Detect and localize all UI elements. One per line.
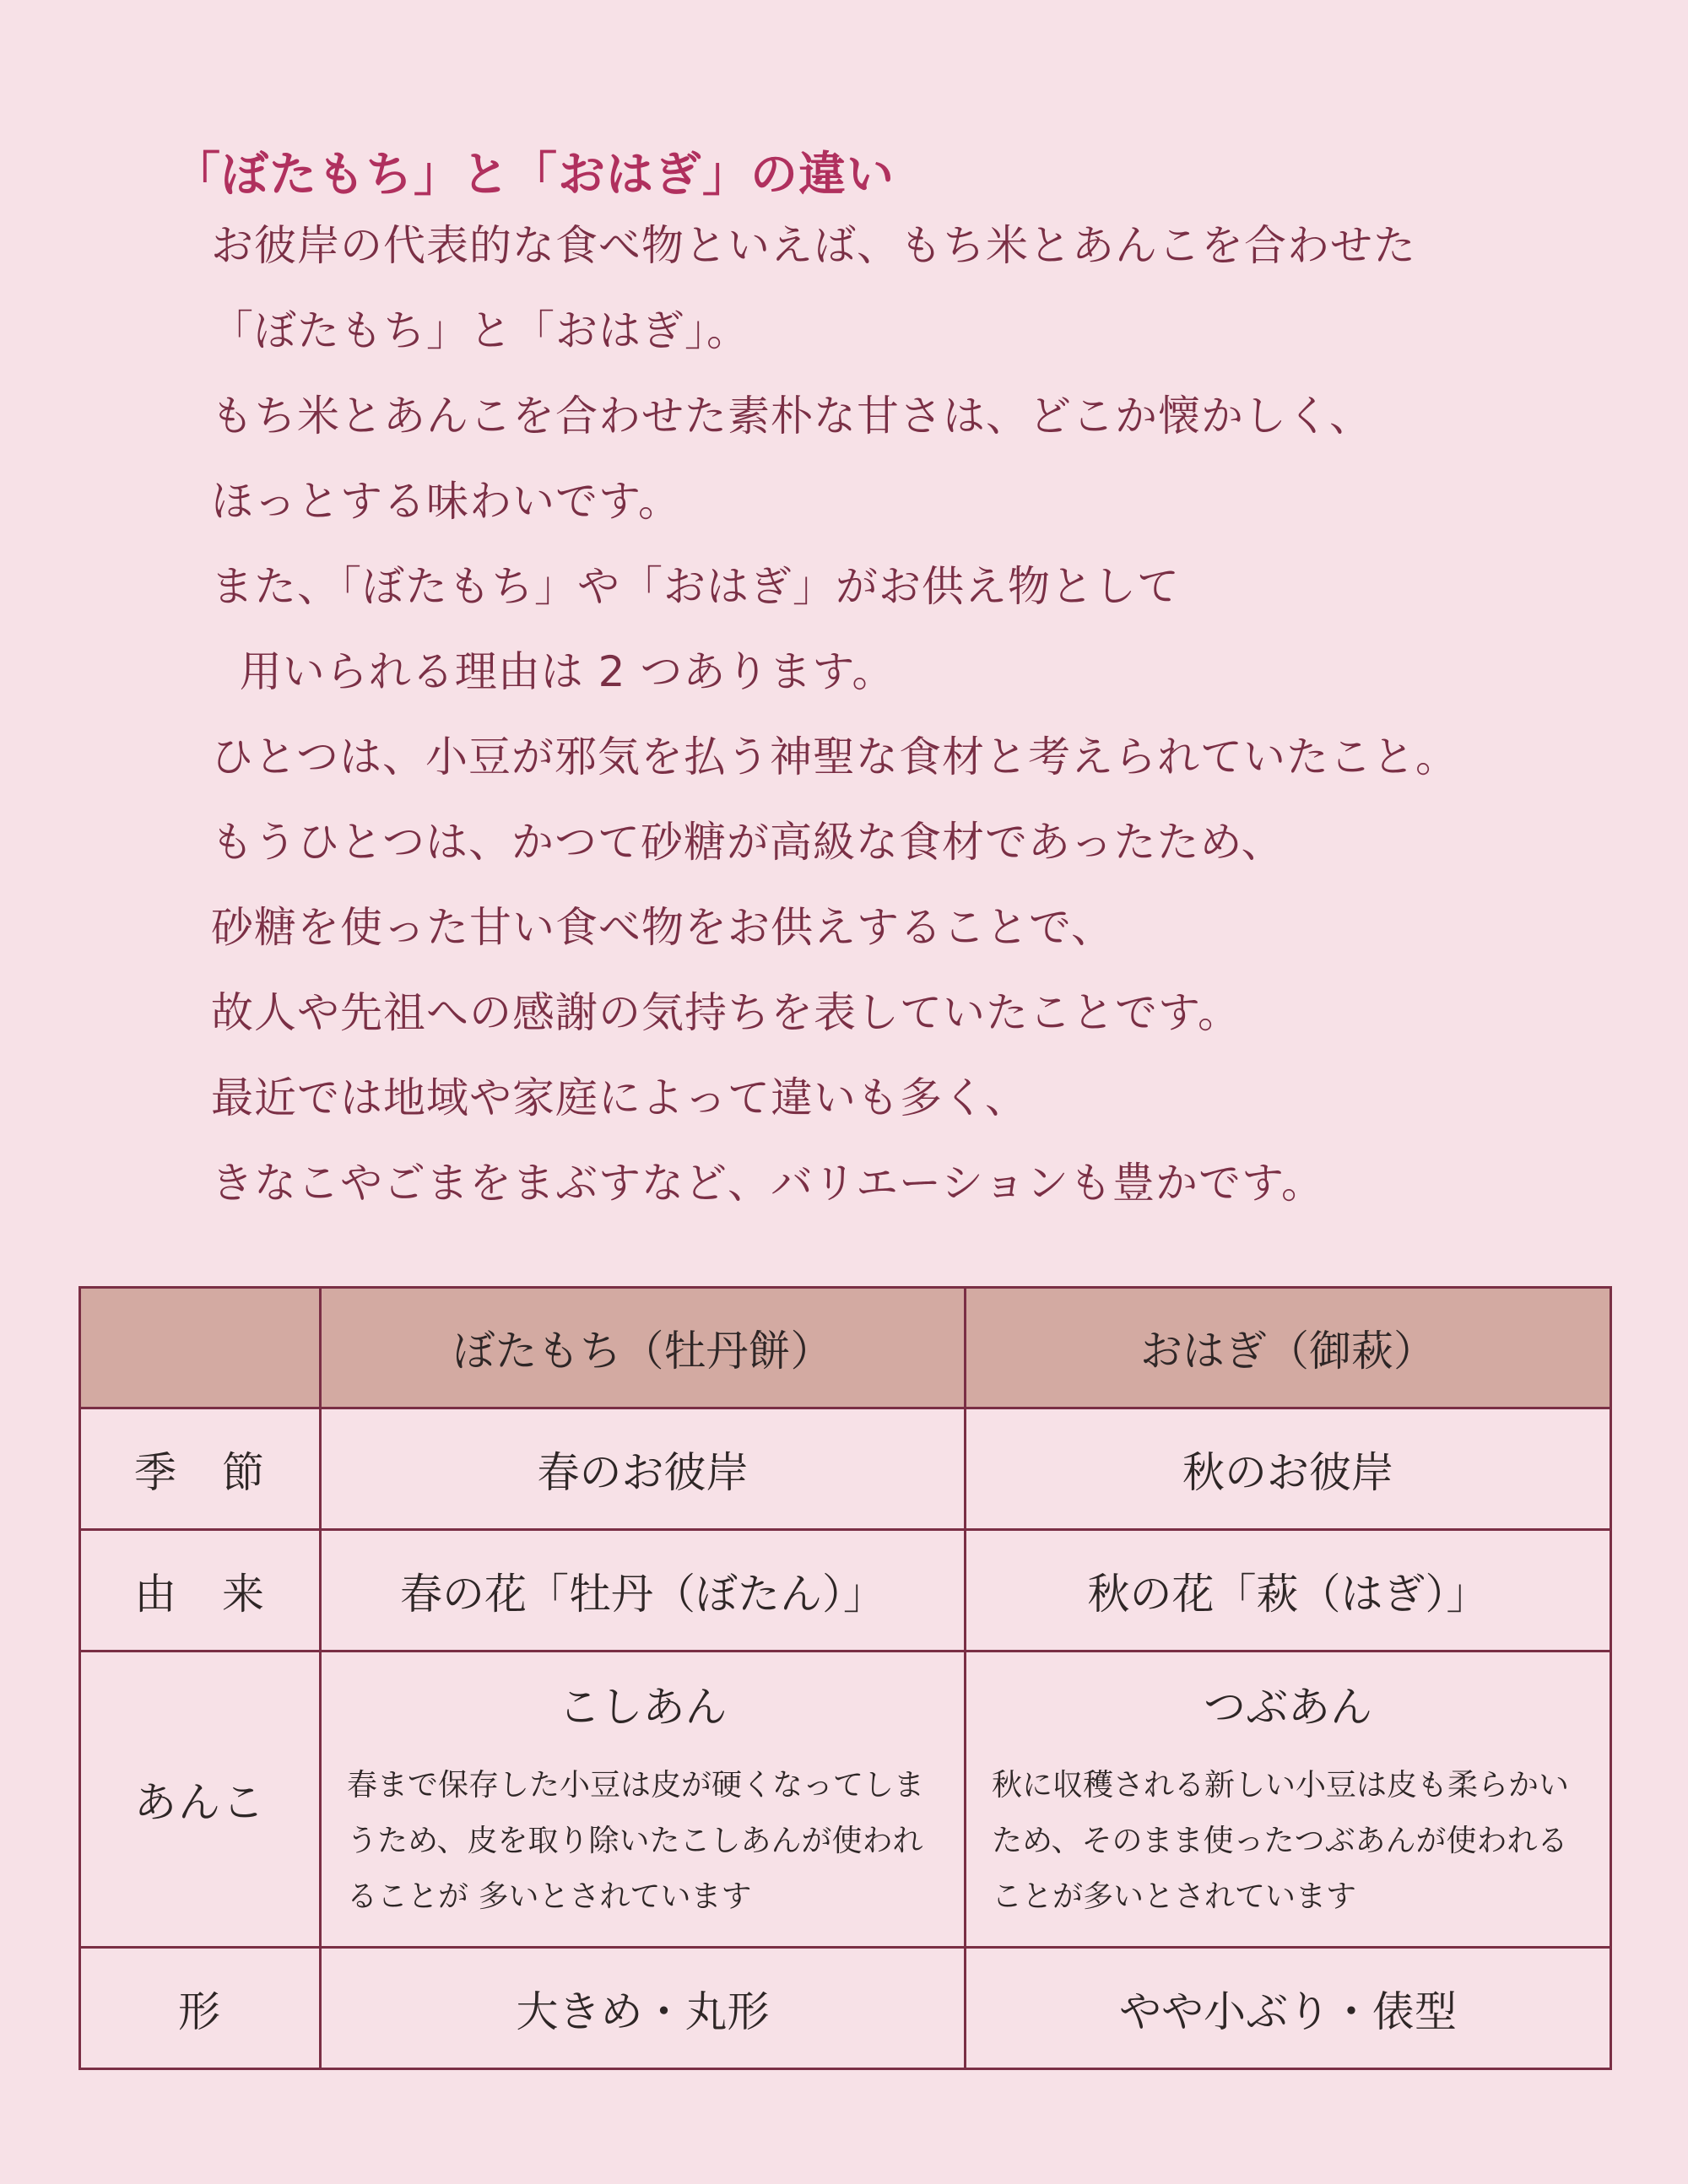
anko-desc-botamochi: 春まで保存した小豆は皮が硬くなってしまうため、皮を取り除いたこしあんが使われることが 多いとされています (347, 1768, 925, 1914)
cell-ohagi-season: 秋のお彼岸 (966, 1408, 1611, 1530)
paragraph-line: 砂糖を使った甘い食べ物をお供えすることで、 (211, 903, 1114, 952)
anko-type-ohagi: つぶあん (1204, 1683, 1372, 1732)
paragraph-line: 最近では地域や家庭によって違いも多く、 (211, 1073, 1028, 1122)
paragraph-line: ほっとする味わいです。 (211, 477, 681, 526)
anko-type-botamochi: こしあん (558, 1683, 728, 1732)
cell-botamochi-anko (321, 1652, 966, 1948)
page-title: 「ぼたもち」と「おはぎ」の違い (173, 147, 895, 203)
paragraph-line: 故人や先祖への感謝の気持ちを表していたことです。 (211, 988, 1241, 1037)
header-cell-ohagi: おはぎ（御萩） (966, 1288, 1611, 1408)
cell-botamochi-season: 春のお彼岸 (321, 1408, 966, 1530)
paragraph-line: きなこやごまをまぶすなど、バリエーションも豊かです。 (211, 1159, 1324, 1208)
table-row-season (80, 1408, 1611, 1530)
paragraph-line: 用いられる理由は 2 つあります。 (211, 647, 895, 696)
paragraph-line: もうひとつは、かつて砂糖が高級な食材であったため、 (211, 818, 1285, 867)
cell-botamochi-origin: 春の花「牡丹（ぼたん）」 (321, 1530, 966, 1652)
table-header-row (80, 1288, 1611, 1408)
table-row-origin (80, 1530, 1611, 1652)
row-label-anko: あんこ (80, 1652, 321, 1948)
row-label-season: 季 節 (80, 1408, 321, 1530)
table-row-anko (80, 1652, 1611, 1948)
header-cell-botamochi: ぼたもち（牡丹餅） (321, 1288, 966, 1408)
cell-ohagi-anko (966, 1652, 1611, 1948)
anko-desc-ohagi: 秋に収穫される新しい小豆は皮も柔らかいため、そのまま使ったつぶあんが使われることが多いとされています (992, 1768, 1570, 1914)
paragraph-line: お彼岸の代表的な食べ物といえば、もち米とあんこを合わせた (211, 221, 1416, 270)
row-label-shape: 形 (80, 1948, 321, 2069)
cell-botamochi-shape: 大きめ・丸形 (321, 1948, 966, 2069)
row-label-origin: 由 来 (80, 1530, 321, 1652)
paragraph-line: もち米とあんこを合わせた素朴な甘さは、どこか懐かしく、 (211, 392, 1372, 441)
table-row-shape (80, 1948, 1611, 2069)
comparison-table (78, 1286, 1612, 2070)
intro-paragraph (211, 209, 1519, 1232)
header-cell-empty (80, 1288, 321, 1408)
cell-ohagi-origin: 秋の花「萩（はぎ）」 (966, 1530, 1611, 1652)
cell-ohagi-shape: やや小ぶり・俵型 (966, 1948, 1611, 2069)
paragraph-line: 「ぼたもち」と「おはぎ」。 (211, 306, 749, 355)
paragraph-line: また、「ぼたもち」や「おはぎ」がお供え物として (211, 562, 1180, 611)
paragraph-line: ひとつは、小豆が邪気を払う神聖な食材と考えられていたこと。 (211, 733, 1458, 781)
